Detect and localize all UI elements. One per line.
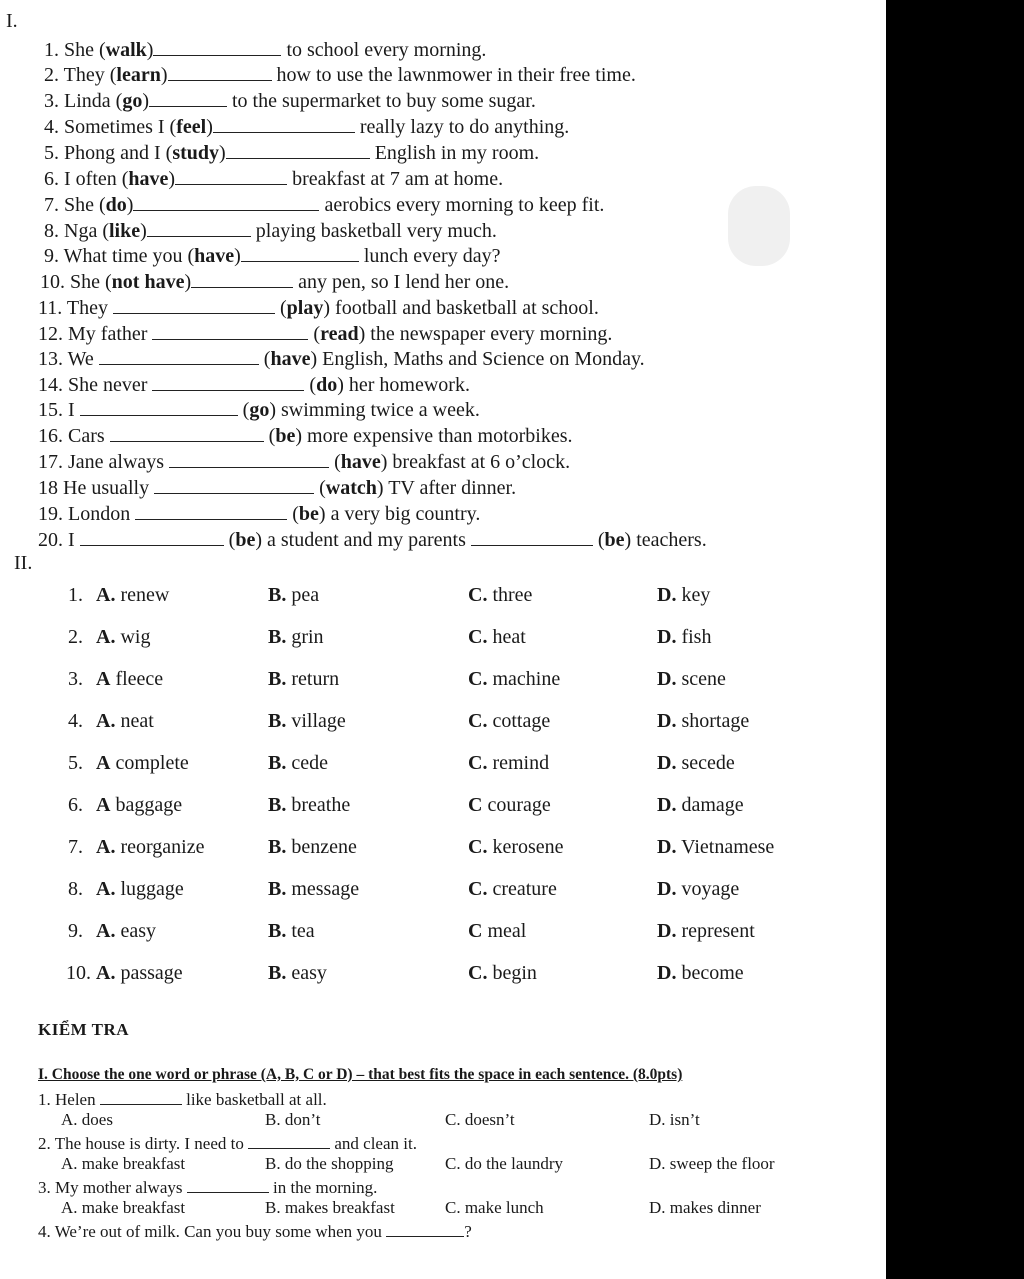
- option-b[interactable]: B. message: [268, 878, 360, 900]
- answer-blank[interactable]: [80, 528, 224, 546]
- option-a[interactable]: A baggage: [96, 794, 183, 816]
- exercise-row: 10. She (not have) any pen, so I lend her one.: [40, 271, 510, 293]
- option-a[interactable]: A fleece: [96, 668, 164, 690]
- exercise-row: 14. She never (do) her homework.: [38, 374, 470, 396]
- option-row-number: 2.: [68, 626, 83, 648]
- option-row-number: 3.: [68, 668, 83, 690]
- question-1: 1. Helen like basketball at all.: [38, 1087, 327, 1111]
- option-c[interactable]: C. creature: [468, 878, 557, 900]
- answer-blank[interactable]: [149, 89, 227, 107]
- exercise-row: 12. My father (read) the newspaper every morning.: [38, 323, 613, 345]
- option-row-number: 5.: [68, 752, 83, 774]
- section-2-label: II.: [14, 552, 33, 574]
- answer-blank[interactable]: [80, 398, 238, 416]
- answer-blank[interactable]: [147, 219, 251, 237]
- option-row-number: 1.: [68, 584, 83, 606]
- exercise-row: 13. We (have) English, Maths and Science on Monday.: [38, 348, 645, 370]
- option-b[interactable]: B. cede: [268, 752, 328, 774]
- option-b[interactable]: B. return: [268, 668, 340, 690]
- part-1-instructions: I. Choose the one word or phrase (A, B, C or D) – that best fits the space in each sentence. (8.0pts): [38, 1066, 683, 1083]
- option-d[interactable]: D. damage: [657, 794, 744, 816]
- q3-option-c[interactable]: C. make lunch: [445, 1198, 544, 1217]
- option-a[interactable]: A. renew: [96, 584, 170, 606]
- exercise-row: 15. I (go) swimming twice a week.: [38, 399, 480, 421]
- option-c[interactable]: C. begin: [468, 962, 537, 984]
- answer-blank[interactable]: [152, 373, 304, 391]
- option-row-number: 7.: [68, 836, 83, 858]
- exercise-row: 1. She (walk) to school every morning.: [44, 39, 487, 61]
- option-d[interactable]: D. secede: [657, 752, 735, 774]
- exercise-row: 17. Jane always (have) breakfast at 6 o’clock.: [38, 451, 571, 473]
- option-c[interactable]: C. cottage: [468, 710, 551, 732]
- question-3: 3. My mother always in the morning.: [38, 1175, 377, 1199]
- question-2: 2. The house is dirty. I need to and clean it.: [38, 1131, 417, 1155]
- answer-blank[interactable]: [175, 167, 287, 185]
- option-row-number: 8.: [68, 878, 83, 900]
- option-a[interactable]: A. wig: [96, 626, 151, 648]
- exercise-row: 16. Cars (be) more expensive than motorbikes.: [38, 425, 573, 447]
- answer-blank[interactable]: [471, 528, 593, 546]
- option-c[interactable]: C. three: [468, 584, 533, 606]
- exercise-row: 6. I often (have) breakfast at 7 am at home.: [44, 168, 504, 190]
- answer-blank[interactable]: [169, 450, 329, 468]
- exercise-row: 20. I (be) a student and my parents (be) teachers.: [38, 529, 707, 551]
- option-d[interactable]: D. shortage: [657, 710, 750, 732]
- right-black-border: [886, 0, 1024, 1279]
- option-d[interactable]: D. fish: [657, 626, 712, 648]
- option-a[interactable]: A. neat: [96, 710, 154, 732]
- option-a[interactable]: A. passage: [96, 962, 183, 984]
- answer-blank[interactable]: [99, 347, 259, 365]
- exercise-row: 2. They (learn) how to use the lawnmower in their free time.: [44, 64, 636, 86]
- section-1-label: I.: [6, 10, 18, 32]
- option-row-number: 6.: [68, 794, 83, 816]
- exercise-row: 3. Linda (go) to the supermarket to buy some sugar.: [44, 90, 536, 112]
- answer-blank[interactable]: [153, 38, 281, 56]
- answer-blank[interactable]: [154, 476, 314, 494]
- option-b[interactable]: B. pea: [268, 584, 320, 606]
- option-row-number: 4.: [68, 710, 83, 732]
- answer-blank[interactable]: [187, 1175, 269, 1193]
- exercise-row: 11. They (play) football and basketball at school.: [38, 297, 599, 319]
- exercise-row: 18 He usually (watch) TV after dinner.: [38, 477, 517, 499]
- exercise-row: 8. Nga (like) playing basketball very much.: [44, 220, 497, 242]
- answer-blank[interactable]: [191, 270, 293, 288]
- exercise-row: 5. Phong and I (study) English in my room.: [44, 142, 540, 164]
- option-b[interactable]: B. tea: [268, 920, 315, 942]
- answer-blank[interactable]: [386, 1219, 464, 1237]
- exercise-row: 7. She (do) aerobics every morning to keep fit.: [44, 194, 605, 216]
- option-b[interactable]: B. benzene: [268, 836, 357, 858]
- option-d[interactable]: D. scene: [657, 668, 726, 690]
- option-d[interactable]: D. represent: [657, 920, 755, 942]
- option-d[interactable]: D. voyage: [657, 878, 740, 900]
- q3-option-b[interactable]: B. makes breakfast: [265, 1198, 395, 1217]
- exercise-row: 4. Sometimes I (feel) really lazy to do anything.: [44, 116, 570, 138]
- q3-option-d[interactable]: D. makes dinner: [649, 1198, 761, 1217]
- option-b[interactable]: B. easy: [268, 962, 327, 984]
- blurred-smudge: [728, 186, 790, 266]
- option-d[interactable]: D. become: [657, 962, 744, 984]
- option-a[interactable]: A complete: [96, 752, 189, 774]
- q2-option-d[interactable]: D. sweep the floor: [649, 1154, 775, 1173]
- option-a[interactable]: A. reorganize: [96, 836, 205, 858]
- q2-option-b[interactable]: B. do the shopping: [265, 1154, 394, 1173]
- answer-blank[interactable]: [213, 115, 355, 133]
- option-c[interactable]: C. machine: [468, 668, 561, 690]
- answer-blank[interactable]: [152, 322, 308, 340]
- answer-blank[interactable]: [168, 63, 272, 81]
- answer-blank[interactable]: [100, 1087, 182, 1105]
- exercise-row: 19. London (be) a very big country.: [38, 503, 481, 525]
- exercise-row: 9. What time you (have) lunch every day?: [44, 245, 501, 267]
- option-a[interactable]: A. luggage: [96, 878, 184, 900]
- q1-option-b[interactable]: B. don’t: [265, 1110, 321, 1129]
- answer-blank[interactable]: [113, 296, 275, 314]
- option-c[interactable]: C. kerosene: [468, 836, 564, 858]
- option-c[interactable]: C courage: [468, 794, 551, 816]
- option-row-number: 9.: [68, 920, 83, 942]
- answer-blank[interactable]: [133, 193, 319, 211]
- option-c[interactable]: C meal: [468, 920, 527, 942]
- option-b[interactable]: B. grin: [268, 626, 324, 648]
- q2-option-c[interactable]: C. do the laundry: [445, 1154, 564, 1173]
- answer-blank[interactable]: [226, 141, 370, 159]
- answer-blank[interactable]: [135, 502, 287, 520]
- q2-option-a[interactable]: A. make breakfast: [61, 1154, 186, 1173]
- option-row-number: 10.: [66, 962, 91, 984]
- option-a[interactable]: A. easy: [96, 920, 156, 942]
- option-b[interactable]: B. village: [268, 710, 346, 732]
- answer-blank[interactable]: [241, 244, 359, 262]
- question-4: 4. We’re out of milk. Can you buy some when you ?: [38, 1219, 472, 1243]
- q1-option-d[interactable]: D. isn’t: [649, 1110, 700, 1129]
- option-b[interactable]: B. breathe: [268, 794, 351, 816]
- q1-option-a[interactable]: A. does: [61, 1110, 113, 1129]
- option-c[interactable]: C. heat: [468, 626, 526, 648]
- answer-blank[interactable]: [248, 1131, 330, 1149]
- q1-option-c[interactable]: C. doesn’t: [445, 1110, 515, 1129]
- option-d[interactable]: D. Vietnamese: [657, 836, 775, 858]
- option-d[interactable]: D. key: [657, 584, 711, 606]
- test-heading: KIỂM TRA: [38, 1020, 130, 1039]
- q3-option-a[interactable]: A. make breakfast: [61, 1198, 186, 1217]
- option-c[interactable]: C. remind: [468, 752, 550, 774]
- answer-blank[interactable]: [110, 424, 264, 442]
